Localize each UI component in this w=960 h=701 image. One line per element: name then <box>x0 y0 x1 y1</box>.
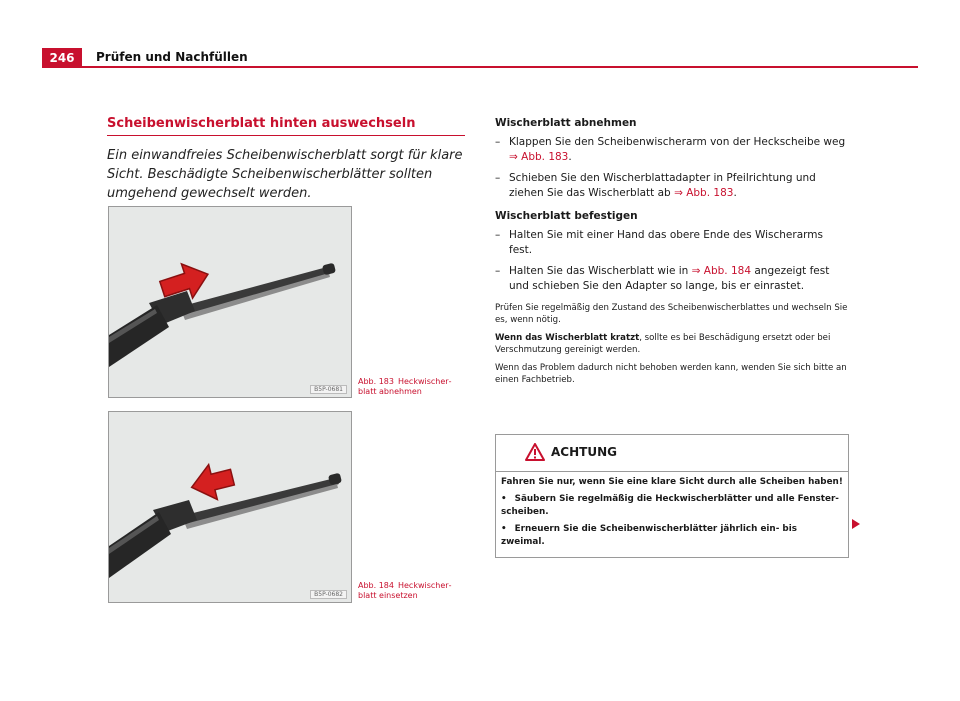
figure-184-caption <box>358 581 466 601</box>
wiper-insert-illustration <box>109 412 351 602</box>
warning-lead: Fahren Sie nur, wenn Sie eine klare Sicht durch alle Scheiben haben! <box>501 477 843 487</box>
section-title: Scheibenwischerblatt hinten auswechseln <box>107 116 416 131</box>
note-bold-lead: Wenn das Wischerblatt kratzt <box>495 333 640 343</box>
step-dash: – <box>495 172 501 184</box>
figure-183 <box>108 206 352 398</box>
step-tail: angezeigt fest und schieben Sie den Adapter so lange, bis er einrastet. <box>509 265 830 292</box>
step-text: Schieben Sie den Wischerblattadapter in Pfeilrichtung und ziehen Sie das Wischerblatt ab <box>509 172 816 199</box>
bullet-icon: • <box>501 494 507 504</box>
continue-arrow-icon <box>851 518 861 530</box>
wiper-remove-illustration <box>109 207 351 397</box>
section-rule <box>107 135 465 136</box>
warning-item-text: Erneuern Sie die Scheibenwischerblätter jährlich ein- bis zweimal. <box>501 524 797 547</box>
step-dash: – <box>495 136 501 148</box>
warning-item-text: Säubern Sie regelmäßig die Heckwischerblätter und alle Fensterscheiben. <box>501 494 839 517</box>
warning-item <box>501 493 843 519</box>
warning-body <box>496 472 848 557</box>
note-scratching <box>495 332 848 356</box>
figure-code: B5P-0682 <box>310 590 347 599</box>
figure-184 <box>108 411 352 603</box>
figure-reference-link[interactable]: ⇒ Abb. 183 <box>674 187 734 199</box>
step-dash: – <box>495 229 501 241</box>
section-intro-block <box>107 116 465 203</box>
attach-heading: Wischerblatt befestigen <box>495 210 638 222</box>
warning-box <box>495 434 849 558</box>
page-number: 246 <box>42 48 82 68</box>
remove-heading: Wischerblatt abnehmen <box>495 117 637 129</box>
step-text: Halten Sie mit einer Hand das obere Ende des Wischerarms fest. <box>509 229 823 256</box>
step-text: Klappen Sie den Scheibenwischerarm von der Heckscheibe weg <box>509 136 846 148</box>
warning-header <box>496 435 848 472</box>
step-tail: . <box>568 151 572 163</box>
header-rule <box>42 66 918 68</box>
figure-number: Abb. 184 <box>358 581 394 590</box>
step-item <box>495 135 848 165</box>
figure-183-caption <box>358 377 466 397</box>
note-workshop: Wenn das Problem dadurch nicht behoben werden kann, wenden Sie sich bitte an einen Fachbetrieb. <box>495 363 847 385</box>
chapter-title: Prüfen und Nachfüllen <box>96 50 248 64</box>
warning-title: ACHTUNG <box>551 445 617 459</box>
note-rest: , sollte es bei Beschädigung ersetzt oder bei Verschmutzung gereinigt werden. <box>495 333 831 355</box>
figure-reference-link[interactable]: ⇒ Abb. 183 <box>509 151 569 163</box>
warning-item <box>501 523 843 549</box>
bullet-icon: • <box>501 524 507 534</box>
figure-number: Abb. 183 <box>358 377 394 386</box>
step-item <box>495 228 848 258</box>
warning-triangle-icon <box>525 443 545 461</box>
step-tail: . <box>733 187 737 199</box>
figure-caption-text: Heckwischerblatt abnehmen <box>358 377 452 396</box>
step-dash: – <box>495 265 501 277</box>
figure-reference-link[interactable]: ⇒ Abb. 184 <box>691 265 752 277</box>
note-check-condition: Prüfen Sie regelmäßig den Zustand des Scheibenwischerblattes und wechseln Sie es, wenn nötig. <box>495 303 848 325</box>
instructions-column <box>495 116 848 392</box>
step-item <box>495 264 848 294</box>
step-text: Halten Sie das Wischerblatt wie in <box>509 265 689 277</box>
step-item <box>495 171 848 201</box>
figure-caption-text: Heckwischerblatt einsetzen <box>358 581 452 600</box>
figure-code: B5P-0681 <box>310 385 347 394</box>
section-intro: Ein einwandfreies Scheibenwischerblatt sorgt für klare Sicht. Beschädigte Scheibenwischerblätter sollten umgehend gewechselt werden. <box>107 148 463 201</box>
